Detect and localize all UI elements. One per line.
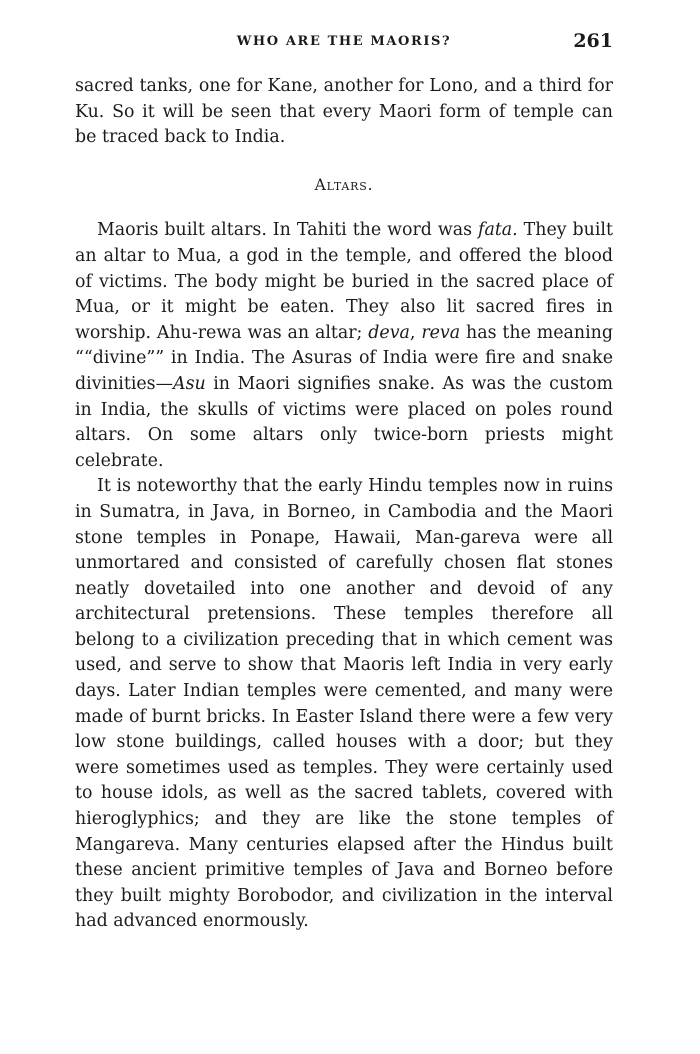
altars-term-deva: deva [368, 322, 410, 343]
running-title: WHO ARE THE MAORIS? [236, 34, 452, 49]
book-page [75, 30, 613, 935]
section-heading-altars: Altars. [314, 175, 374, 194]
altars-paragraph [75, 218, 613, 474]
altars-term-fata: fata. [478, 220, 518, 241]
altars-text-3: , [409, 322, 422, 343]
altars-term-asu: Asu [173, 373, 206, 394]
page-number: 261 [573, 30, 613, 52]
altars-text-5: in Maori signifies snake. As was the custom in India, the skulls of victims were placed on poles round altars. On some altars only twice-born priests might celebrate. [75, 373, 613, 471]
altars-text-1: Maoris built altars. In Tahiti the word was [97, 220, 479, 241]
altars-term-reva: reva [421, 322, 461, 343]
continuation-paragraph: sacred tanks, one for Kane, another for Lono, and a third for Ku. So it will be seen that every Maori form of temple can be traced back to India. [75, 76, 613, 148]
page-body [75, 74, 613, 935]
temples-paragraph: It is noteworthy that the early Hindu temples now in ruins in Sumatra, in Java, in Borneo, in Cambodia and the Maori stone temples in Ponape, Hawaii, Man-gareva were all unmortared and consisted of carefully chosen flat stones neatly dovetailed into one another and devoid of any architectural pretensions. These temples therefore all belong to a civilization preceding that in which cement was used, and serve to show that Maoris left India in very early days. Later Indian temples were cemented, and many were made of burnt bricks. In Easter Island there were a few very low stone buildings, called houses with a door; but they were sometimes used as temples. They were certainly used to house idols, as well as the sacred tablets, covered with hieroglyphics; and they are like the stone temples of Mangareva. Many centuries elapsed after the Hindus built these ancient primitive temples of Java and Borneo before they built mighty Borobodor, and civilization in the interval had advanced enormously. [75, 476, 613, 932]
altars-text-4: has the meaning ““divine”” in India. The Asuras of India were fire and snake divinities— [75, 322, 613, 394]
altars-text-2: They built an altar to Mua, a god in the temple, and offered the blood of victims. The body might be buried in the sacred place of Mua, or it might be eaten. They also lit sacred fires in worship. Ahu-rewa was an altar; [75, 220, 613, 343]
running-head [75, 30, 613, 60]
